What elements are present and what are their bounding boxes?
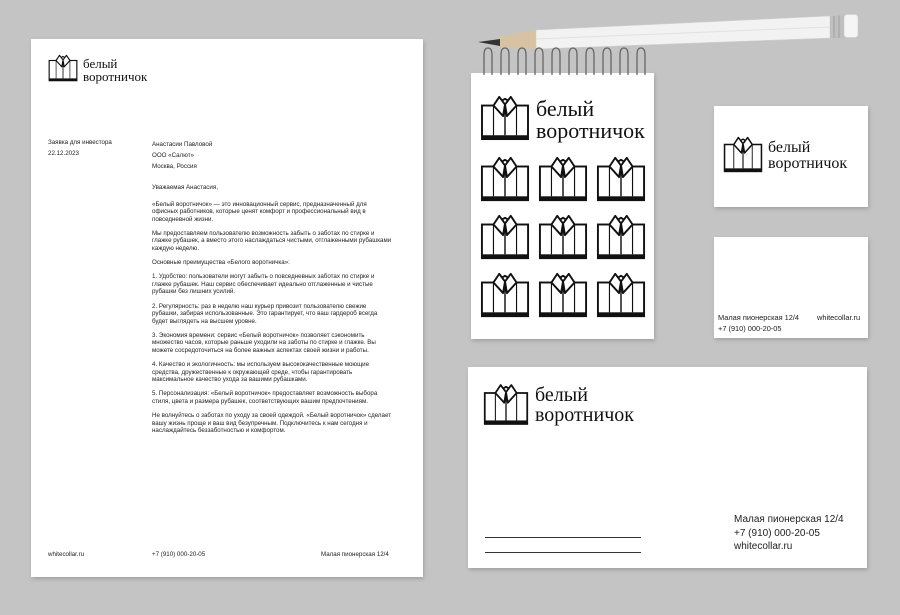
brand-line-1: белый	[83, 56, 118, 71]
recipient-city: Москва, Россия	[152, 163, 197, 170]
envelope-phone: +7 (910) 000-20-05	[734, 527, 820, 539]
brand-line-1: белый	[535, 384, 588, 406]
body-paragraph-6: 3. Экономия времени: сервис «Белый воротничок» позволяет сэкономить множество часов, которые раньше уходили на заботы по стирке и глажке. Вы можете сосредоточиться на более важных аспектах своей жизни и работы.	[152, 331, 376, 354]
body-paragraph-4: 1. Удобство: пользователи могут забыть о повседневных заботах по стирке и глажке рубашек. Наш сервис обеспечивает идеально отглаженные и чистые рубашки без лишних усилий.	[152, 273, 375, 296]
brand-line-1: белый	[768, 139, 811, 156]
shirt-collar-icon	[723, 136, 763, 173]
letterhead-sheet	[31, 39, 423, 577]
letter-body	[152, 184, 392, 441]
folded-shirt-icon	[596, 155, 646, 203]
body-paragraph-9: Не волнуйтесь о заботах по уходу за своей одеждой. «Белый воротничок» сделает вашу жизнь проще и ваш вид безупречным. Подключитесь к нам сегодня и наслаждайтесь беззаботностью и комфортом.	[152, 412, 392, 435]
shirt-collar-icon	[483, 383, 529, 426]
brand-line-2: воротничок	[83, 69, 148, 84]
doc-type: Заявка для инвестора	[48, 139, 112, 146]
address-line-2	[485, 552, 641, 553]
folded-shirt-icon	[538, 271, 588, 319]
body-paragraph-8: 5. Персонализация: «Белый воротничок» предоставляет возможность выбора стиля, цвета и размера рубашек, соответствующих вашим предпочтениям.	[152, 390, 378, 405]
folded-shirt-icon	[596, 213, 646, 261]
footer-site: whitecollar.ru	[48, 551, 85, 558]
footer-phone: +7 (910) 000-20-05	[152, 551, 206, 558]
folded-shirt-icon	[480, 213, 530, 261]
body-paragraph-7: 4. Качество и экологичность: мы используем высококачественные моющие средства, дружественные к окружающей среде, чтобы гарантировать максимальное качество ухода за вашими рубашками.	[152, 361, 370, 384]
brand-line-2: воротничок	[535, 404, 634, 426]
card-site: whitecollar.ru	[817, 313, 861, 322]
brand-line-2: воротничок	[768, 155, 848, 172]
folded-shirt-icon	[538, 155, 588, 203]
body-paragraph-5: 2. Регулярность: раз в неделю наш курьер привозит пользователю свежие рубашки, забирая использованные. Это гарантирует, что ваш гардероб всегда будет выглядеть на высшем уровне.	[152, 302, 378, 325]
doc-date: 22.12.2023	[48, 150, 79, 157]
envelope	[468, 367, 867, 568]
recipient-company: ООО «Салют»	[152, 152, 194, 159]
recipient-block	[152, 139, 212, 172]
folded-shirt-icon	[480, 155, 530, 203]
shirt-collar-icon	[480, 95, 530, 141]
body-paragraph-3: Основные преимущества «Белого воротничка»:	[152, 259, 290, 267]
spiral-binding	[471, 45, 654, 81]
folded-shirt-icon	[538, 213, 588, 261]
envelope-contacts	[734, 513, 844, 554]
footer-address: Малая пионерская 12/4	[321, 551, 389, 558]
recipient-name: Анастасии Павловой	[152, 141, 213, 148]
brand-line-2: воротничок	[536, 118, 645, 143]
shirt-collar-icon	[48, 54, 78, 82]
envelope-site: whitecollar.ru	[734, 541, 793, 552]
body-paragraph-2: Мы предоставляем пользователю возможность забыть о заботах по стирке и глажке рубашек, а вместо этого наслаждаться чистыми, отглаженными рубашками каждую неделю.	[152, 229, 392, 253]
notepad	[471, 73, 654, 339]
folded-shirt-icon	[480, 271, 530, 319]
body-paragraph-1: «Белый воротничок» — это инновационный сервис, предназначенный для офисных работников, которые ценят комфорт и профессиональный вид в повседневной жизни.	[152, 200, 367, 223]
folded-shirt-icon	[596, 271, 646, 319]
business-card-front	[714, 106, 868, 207]
brand-line-1: белый	[536, 96, 595, 121]
card-address: Малая пионерская 12/4	[718, 313, 800, 322]
address-line-1	[485, 537, 641, 538]
business-card-back	[714, 237, 868, 338]
card-phone: +7 (910) 000-20-05	[718, 324, 782, 333]
envelope-address: Малая пионерская 12/4	[734, 514, 844, 525]
greeting: Уважаемая Анастасия,	[152, 184, 218, 191]
